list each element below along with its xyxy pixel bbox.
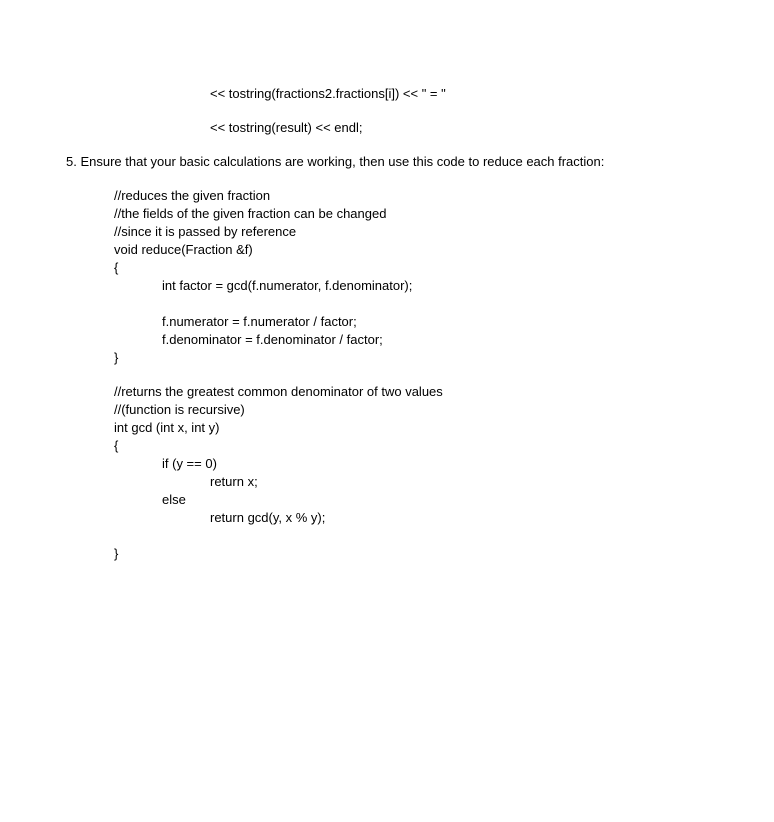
gcd-open-brace: { xyxy=(114,438,119,453)
gcd-comment-1: //returns the greatest common denominator of two values xyxy=(114,384,443,399)
reduce-open-brace: { xyxy=(114,260,119,275)
reduce-denominator-line: f.denominator = f.denominator / factor; xyxy=(162,332,383,347)
gcd-close-brace: } xyxy=(114,546,119,561)
gcd-return-x: return x; xyxy=(210,474,258,489)
reduce-signature: void reduce(Fraction &f) xyxy=(114,242,253,257)
reduce-numerator-line: f.numerator = f.numerator / factor; xyxy=(162,314,357,329)
code-line-tostring-fraction: << tostring(fractions2.fractions[i]) << " = " xyxy=(210,86,446,101)
reduce-comment-1: //reduces the given fraction xyxy=(114,188,271,203)
reduce-comment-3: //since it is passed by reference xyxy=(114,224,297,239)
gcd-comment-2: //(function is recursive) xyxy=(114,402,245,417)
reduce-factor-line: int factor = gcd(f.numerator, f.denominator); xyxy=(162,278,413,293)
step-5-instruction: 5. Ensure that your basic calculations are working, then use this code to reduce each fraction: xyxy=(66,154,605,169)
reduce-comment-2: //the fields of the given fraction can be changed xyxy=(114,206,387,221)
gcd-signature: int gcd (int x, int y) xyxy=(114,420,220,435)
code-line-tostring-result: << tostring(result) << endl; xyxy=(210,120,363,135)
gcd-else-line: else xyxy=(162,492,186,507)
gcd-if-line: if (y == 0) xyxy=(162,456,217,471)
reduce-close-brace: } xyxy=(114,350,119,365)
gcd-return-recursive: return gcd(y, x % y); xyxy=(210,510,326,525)
